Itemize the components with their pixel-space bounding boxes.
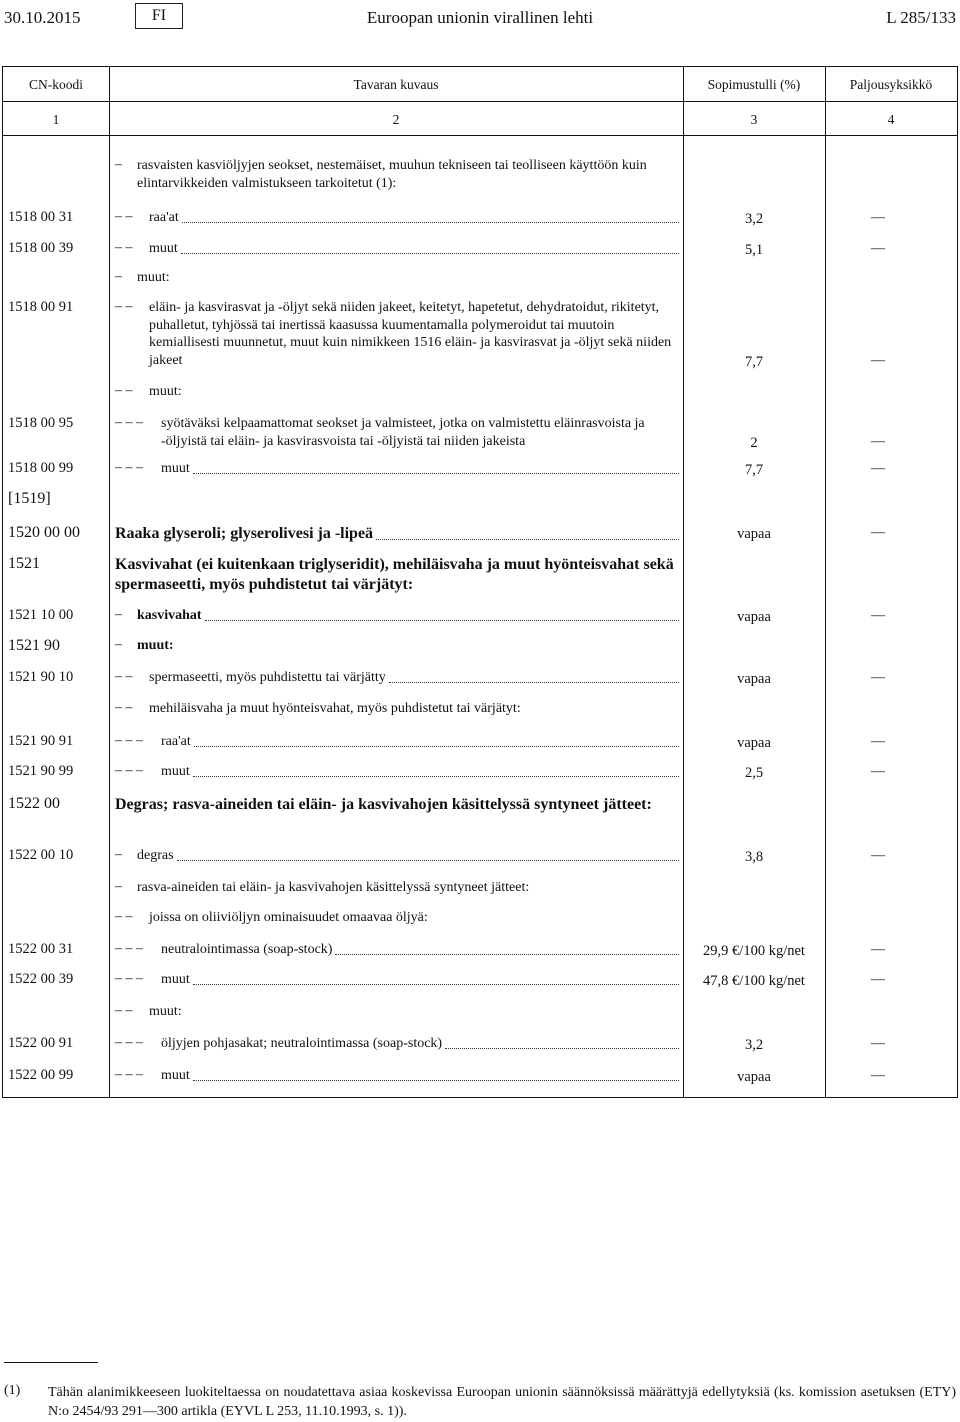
goods-description: rasva-aineiden tai eläin- ja kasvivahojen käsittelyssä syntyneet jätteet: xyxy=(137,880,530,895)
publication-date: 30.10.2015 xyxy=(4,8,81,27)
supplementary-unit: — xyxy=(871,670,885,685)
description-text: neutralointimassa (soap-stock) xyxy=(161,942,333,957)
duty-rate: 3,2 xyxy=(744,211,764,227)
indent-dash: – – – xyxy=(115,763,143,778)
column-header-duty: Sopimustulli (%) xyxy=(707,77,801,92)
goods-description: mehiläisvaha ja muut hyönteisvahat, myös puhdistetut tai värjätyt: xyxy=(149,701,521,716)
description-text: degras xyxy=(137,848,174,863)
description-text: eläin- ja kasvirasvat ja -öljyt sekä niiden jakeet, keitetyt, hapetetut, dehydratoidut, rikitetyt, puhalletut, tyhjössä tai inertissä kaasussa kuumentamalla polymeroidut tai muutoin kemiallisesti muunnetut, muut kuin nimikkeen 1516 eläin- ja kasvirasvat ja -öljyt sekä niiden jakeet xyxy=(149,300,672,368)
duty-rate: 3,2 xyxy=(744,1037,764,1053)
dot-leader xyxy=(205,620,679,621)
indent-dash: – – – xyxy=(115,941,143,956)
goods-description xyxy=(137,607,679,625)
goods-description xyxy=(149,240,679,258)
cn-code: 1520 00 00 xyxy=(8,524,80,541)
description-text: spermaseetti, myös puhdistettu tai värjätty xyxy=(149,670,386,685)
cn-code: 1521 90 xyxy=(8,637,60,654)
supplementary-unit: — xyxy=(871,848,885,863)
duty-rate: vapaa xyxy=(737,526,771,542)
supplementary-unit: — xyxy=(871,433,885,449)
cn-code: 1518 00 31 xyxy=(8,209,74,225)
indent-dash: – – – xyxy=(115,1035,143,1050)
supplementary-unit: — xyxy=(871,1036,885,1051)
dot-leader xyxy=(193,776,679,777)
cn-code: 1522 00 91 xyxy=(8,1035,74,1051)
dot-leader xyxy=(177,860,679,861)
cn-code: 1522 00 31 xyxy=(8,941,74,957)
supplementary-unit: — xyxy=(871,764,885,779)
indent-dash: – – xyxy=(115,909,133,924)
dot-leader xyxy=(389,682,679,683)
description-text: Raaka glyseroli; glyserolivesi ja -lipeä xyxy=(115,525,374,542)
duty-rate: 5,1 xyxy=(744,242,764,258)
dot-leader xyxy=(193,984,679,985)
duty-rate: 2,5 xyxy=(744,765,764,781)
duty-rate: 7,7 xyxy=(744,462,764,478)
duty-rate: vapaa xyxy=(737,735,771,751)
indent-dash: – – – xyxy=(115,460,143,475)
description-text: kasvivahat xyxy=(137,608,202,623)
cn-code: 1518 00 91 xyxy=(8,299,74,315)
cn-code: 1521 10 00 xyxy=(8,607,74,623)
duty-rate: vapaa xyxy=(737,1069,771,1085)
description-text: muut xyxy=(161,972,190,987)
goods-description xyxy=(161,763,679,781)
indent-dash: – – – xyxy=(115,1067,143,1082)
column-number: 1 xyxy=(52,112,60,127)
description-text: muut xyxy=(161,1068,190,1083)
goods-description xyxy=(161,1035,679,1053)
cn-code: 1518 00 95 xyxy=(8,415,74,431)
column-header-code: CN-koodi xyxy=(29,77,83,92)
header-divider xyxy=(3,101,957,102)
tariff-table xyxy=(2,66,958,1098)
supplementary-unit: — xyxy=(871,972,885,987)
dot-leader xyxy=(181,253,679,254)
supplementary-unit: — xyxy=(871,352,885,368)
cn-code: 1521 90 91 xyxy=(8,733,74,749)
indent-dash: – – – xyxy=(115,415,143,430)
supplementary-unit: — xyxy=(871,608,885,623)
supplementary-unit: — xyxy=(871,241,885,256)
supplementary-unit: — xyxy=(871,461,885,476)
description-text: muut xyxy=(161,461,190,476)
goods-description: Kasvivahat (ei kuitenkaan triglyseridit), mehiläisvaha ja muut hyönteisvahat sekä spermaseetti, myös puhdistetut tai värjätyt: xyxy=(115,556,674,593)
goods-description xyxy=(161,460,679,478)
dot-leader xyxy=(445,1048,679,1049)
goods-description xyxy=(149,299,679,369)
cn-code: 1518 00 39 xyxy=(8,240,74,256)
description-text: muut xyxy=(149,241,178,256)
duty-rate: 29,9 €/100 kg/net xyxy=(703,943,805,959)
cn-code: 1522 00 10 xyxy=(8,847,74,863)
column-divider xyxy=(683,67,684,1097)
goods-description xyxy=(161,733,679,751)
indent-dash: – xyxy=(115,879,122,894)
indent-dash: – – – xyxy=(115,733,143,748)
goods-description xyxy=(149,209,679,227)
cn-code: 1522 00 39 xyxy=(8,971,74,987)
supplementary-unit: — xyxy=(871,525,885,540)
footnote-separator xyxy=(4,1362,98,1363)
cn-code: 1522 00 xyxy=(8,795,60,812)
description-text: öljyjen pohjasakat; neutralointimassa (soap-stock) xyxy=(161,1036,443,1051)
goods-description: muut: xyxy=(137,270,170,285)
supplementary-unit: — xyxy=(871,210,885,225)
header-divider xyxy=(3,135,957,136)
page-number: L 285/133 xyxy=(886,8,956,27)
column-number: 2 xyxy=(392,112,400,127)
indent-dash: – – xyxy=(115,700,133,715)
indent-dash: – – xyxy=(115,1003,133,1018)
indent-dash: – – xyxy=(115,240,133,255)
journal-title: Euroopan unionin virallinen lehti xyxy=(366,8,594,27)
indent-dash: – xyxy=(115,607,122,622)
column-header-description: Tavaran kuvaus xyxy=(353,77,439,92)
goods-description: muut: xyxy=(149,1004,182,1019)
goods-description xyxy=(161,941,679,959)
column-number: 3 xyxy=(750,112,758,127)
goods-description xyxy=(161,971,679,989)
goods-description: rasvaisten kasviöljyjen seokset, nestemäiset, muuhun tekniseen tai teolliseen käyttöön kuin elintarvikkeiden valmistukseen tarkoitetut (1): xyxy=(137,158,647,191)
column-divider xyxy=(825,67,826,1097)
duty-rate: 7,7 xyxy=(744,353,764,370)
indent-dash: – – xyxy=(115,669,133,684)
goods-description xyxy=(161,1067,679,1085)
duty-rate: vapaa xyxy=(737,609,771,625)
cn-code: 1521 xyxy=(8,555,40,572)
footnote-mark: (1) xyxy=(4,1383,21,1398)
column-divider xyxy=(109,67,110,1097)
indent-dash: – xyxy=(115,847,122,862)
page-header xyxy=(0,0,960,36)
duty-rate: 47,8 €/100 kg/net xyxy=(703,973,805,989)
dot-leader xyxy=(335,954,679,955)
supplementary-unit: — xyxy=(871,1068,885,1083)
indent-dash: – xyxy=(115,157,122,172)
cn-code: 1521 90 10 xyxy=(8,669,74,685)
goods-description xyxy=(137,847,679,865)
duty-rate: 2 xyxy=(750,434,758,451)
dot-leader xyxy=(376,539,679,540)
dot-leader xyxy=(193,473,679,474)
cn-code: 1522 00 99 xyxy=(8,1067,74,1083)
supplementary-unit: — xyxy=(871,734,885,749)
goods-description xyxy=(161,415,679,450)
indent-dash: – – xyxy=(115,209,133,224)
language-badge: FI xyxy=(135,3,183,29)
goods-description: muut: xyxy=(137,638,174,653)
duty-rate: 3,8 xyxy=(744,849,764,865)
dot-leader xyxy=(194,746,679,747)
dot-leader xyxy=(193,1080,679,1081)
supplementary-unit: — xyxy=(871,942,885,957)
indent-dash: – – xyxy=(115,299,133,314)
goods-description xyxy=(115,524,679,544)
description-text: raa'at xyxy=(161,734,191,749)
goods-description: joissa on oliiviöljyn ominaisuudet omaavaa öljyä: xyxy=(149,910,428,925)
description-text: muut xyxy=(161,764,190,779)
cn-code: 1518 00 99 xyxy=(8,460,74,476)
footnote-text: Tähän alanimikkeeseen luokiteltaessa on noudatettava asiaa koskevissa Euroopan unionin säännöksissä määrättyjä edellytyksiä (ks. komission asetuksen (ETY) N:o 2454/93 291—300 artikla (EYVL L 253, 11.10.1993, s. 1)). xyxy=(48,1385,956,1419)
description-text: raa'at xyxy=(149,210,179,225)
column-header-unit: Paljousyksikkö xyxy=(849,77,933,92)
cn-code: [1519] xyxy=(8,490,51,507)
column-number: 4 xyxy=(887,112,895,127)
indent-dash: – xyxy=(115,637,122,652)
goods-description: Degras; rasva-aineiden tai eläin- ja kasvivahojen käsittelyssä syntyneet jätteet: xyxy=(115,796,652,813)
goods-description: muut: xyxy=(149,384,182,399)
description-text: syötäväksi kelpaamattomat seokset ja valmisteet, jotka on valmistettu eläinrasvoista ja -öljyistä tai eläin- ja kasvirasvoista tai -öljyistä tai niiden jakeista xyxy=(161,416,645,449)
indent-dash: – – xyxy=(115,383,133,398)
dot-leader xyxy=(182,222,679,223)
indent-dash: – – – xyxy=(115,971,143,986)
indent-dash: – xyxy=(115,269,122,284)
goods-description xyxy=(149,669,679,687)
duty-rate: vapaa xyxy=(737,671,771,687)
cn-code: 1521 90 99 xyxy=(8,763,74,779)
